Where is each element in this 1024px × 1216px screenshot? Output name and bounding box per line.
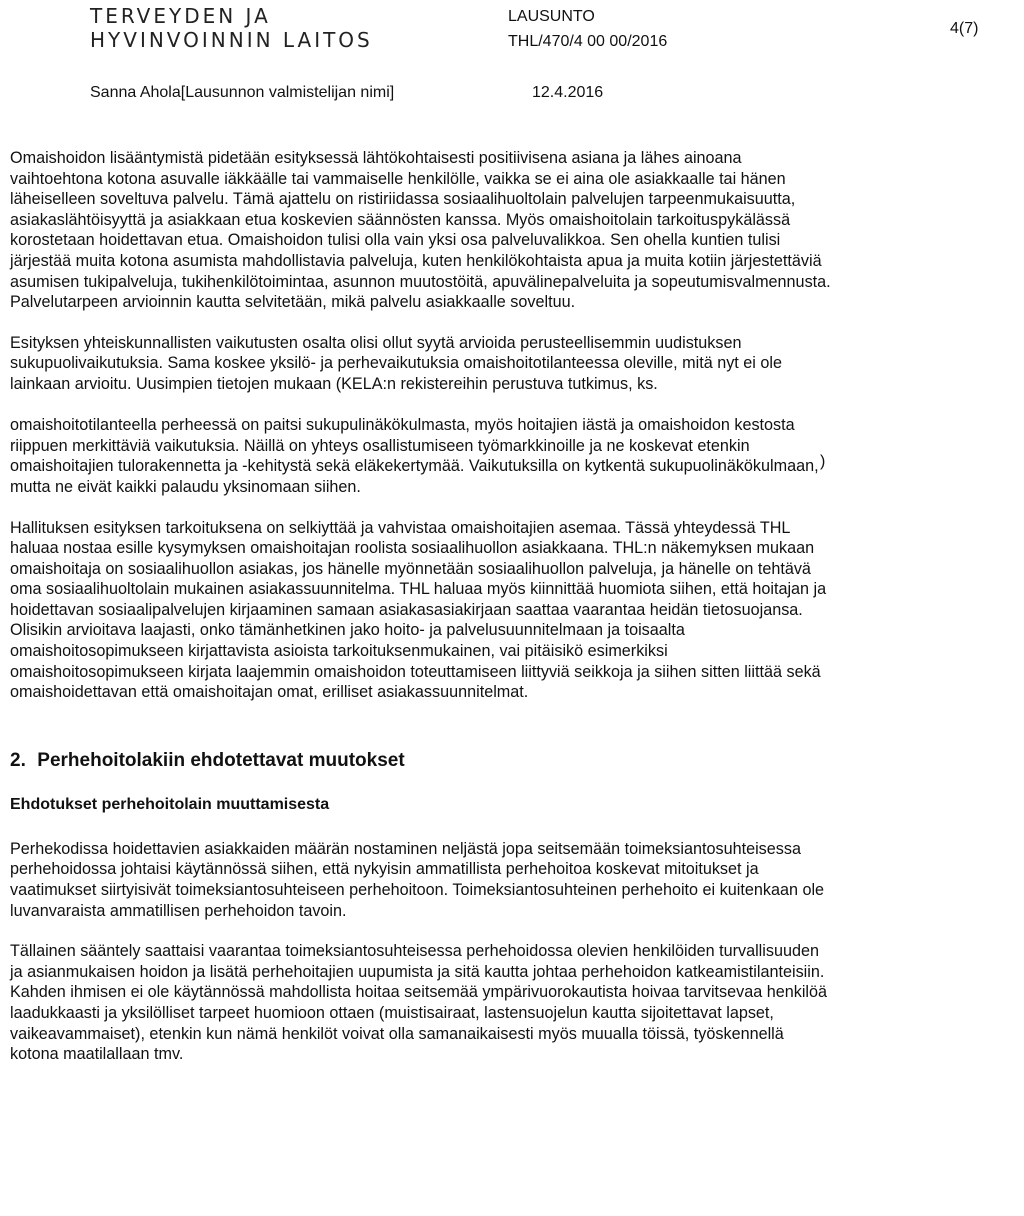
paragraph-2 xyxy=(10,333,1020,498)
text-line: asumisen tukipalveluja, tukihenkilötoimintaa, asunnon muutostöitä, apuvälinepalveluita ja sopeutumisvalmennusta. xyxy=(10,272,831,291)
document-date: 12.4.2016 xyxy=(532,84,604,101)
text-line: sukupuolivaikutuksia. Sama koskee yksilö- ja perhevaikutuksia omaishoitotilanteessa oleville, mitä nyt ei ole xyxy=(10,354,782,373)
organization-name xyxy=(90,4,373,52)
text-line: ja asianmukaisen hoidon ja lisätä perhehoitajien uupumista ja sitä kautta johtaa perhehoidon katkeamistilanteisiin. xyxy=(10,962,825,981)
text-line: hoidettavan sosiaalipalvelujen kirjaaminen samaan asiakasasiakirjaan saattaa vaarantaa heidän tietosuojansa. xyxy=(10,600,803,619)
text-line: omaishoidettavan että omaishoitajan omat, erilliset asiakassuunnitelmat. xyxy=(10,683,529,702)
text-line: läheiselleen soveltuva palvelu. Tämä ajattelu on ristiriidassa sosiaalihuoltolain palvelujen tarpeenmukaisuutta, xyxy=(10,190,796,209)
text-line: vaihtoehtona kotona asuvalle iäkkäälle tai vammaiselle henkilölle, vaikka se ei aina ole asiakkaalle tai hänen xyxy=(10,169,786,188)
text-line: vaikeavammaiset), etenkin kun nämä henkilöt voivat olla samanaikaisesti myös muualla töissä, työskennellä xyxy=(10,1024,784,1043)
text-line: lainkaan arvioitu. Uusimpien tietojen mukaan (KELA:n rekistereihin perustuva tutkimus, ks. xyxy=(10,374,658,393)
text-line: kotona maatilallaan tmv. xyxy=(10,1045,184,1064)
paragraph-3 xyxy=(10,518,1020,703)
text-line: omaishoitaja on sosiaalihuollon asiakas, jos hänelle myönnetään sosiaalihuollon palveluja, ja hänelle on tehtävä xyxy=(10,559,811,578)
text-line: järjestää muita kotona asumista mahdollistavia palveluja, kuten henkilökohtaista apua ja muita kotiin järjestettäviä xyxy=(10,251,822,270)
page-number: 4(7) xyxy=(950,20,979,37)
text-line: perhehoidossa johtaisi käytännössä siihen, että nykyisin ammatillista perhehoitoa koskevat mitoitukset ja xyxy=(10,860,759,879)
text-line: Kahden ihmisen ei ole käytännössä mahdollista hoitaa seitsemää ympärivuorokautista hoivaa tarvitsevaa henkilöä xyxy=(10,983,828,1002)
paragraph-4 xyxy=(10,839,1020,921)
text-line: omaishoitosopimukseen kirjattavista asioista tarkoituksenmukainen, vai pitäisikö esimerkiksi xyxy=(10,642,668,661)
text-line: luvanvaraista ammatillisen perhehoidon tavoin. xyxy=(10,901,347,920)
text-line: Perhekodissa hoidettavien asiakkaiden määrän nostaminen neljästä jopa seitsemään toimeksiantosuhteisessa xyxy=(10,839,801,858)
text-line: Tällainen sääntely saattaisi vaarantaa toimeksiantosuhteisessa perhehoidossa olevien henkilöiden turvallisuuden xyxy=(10,942,819,961)
text-line: Palvelutarpeen arvioinnin kautta selvitetään, mikä palvelu asiakkaalle soveltuu. xyxy=(10,293,576,312)
text-line: mutta ne eivät kaikki palaudu yksinomaan siihen. xyxy=(10,477,361,496)
section-heading xyxy=(10,749,1020,773)
paragraph-5 xyxy=(10,941,1020,1065)
text-line: korostetaan hoidettavan etua. Omaishoidon tulisi olla vain yksi osa palveluvalikkoa. Sen ohella kuntien tulisi xyxy=(10,231,781,250)
text-line: haluaa nostaa esille kysymyksen omaishoitajan roolista sosiaalihuollon asiakkaana. THL:n näkemyksen mukaan xyxy=(10,539,815,558)
text-line: vaatimukset siirtyisivät toimeksiantosuhteiseen perhehoitoon. Toimeksiantosuhteinen perhehoito ei kuitenkaan ole xyxy=(10,881,825,900)
subsection-heading: Ehdotukset perhehoitolain muuttamisesta xyxy=(10,795,330,813)
text-line: Omaishoidon lisääntymistä pidetään esityksessä lähtökohtaisesti positiivisena asiana ja lähes ainoana xyxy=(10,149,742,167)
text-line: Hallituksen esityksen tarkoituksena on selkiyttää ja vahvistaa omaishoitajien asemaa. Tässä yhteydessä THL xyxy=(10,518,791,537)
org-line-2: HYVINVOINNIN LAITOS xyxy=(90,28,373,52)
text-line: Esityksen yhteiskunnallisten vaikutusten osalta olisi ollut syytä arvioida perusteellisemmin uudistuksen xyxy=(10,333,742,352)
text-line: Olisikin arvioitava laajasti, onko tämänhetkinen jako hoito- ja palvelusuunnitelmaan ja toisaalta xyxy=(10,621,685,640)
text-line: omaishoitosopimukseen kirjata laajemmin omaishoidon toteuttamiseen liittyviä seikkoja ja siihen sitten liittää sekä xyxy=(10,662,821,681)
section-number: 2. xyxy=(10,749,26,771)
text-line: omaishoitajien tulorakennetta ja -kehitystä sekä eläkekertymää. Vaikutuksilla on kytkentä sukupuolinäkökulmaan, xyxy=(10,457,819,476)
bracket-mark: ) xyxy=(820,453,826,470)
document-type: LAUSUNTO xyxy=(508,8,595,25)
section-title: Perhehoitolakiin ehdotettavat muutokset xyxy=(37,749,405,771)
document-number: THL/470/4 00 00/2016 xyxy=(508,33,668,50)
text-line: omaishoitotilanteella perheessä on paitsi sukupulinäkökulmasta, myös hoitajien iästä ja omaishoidon kestosta xyxy=(10,416,795,435)
text-line: oma sosiaalihuoltolain mukainen asiakassuunnitelma. THL haluaa myös kiinnittää huomiota siihen, että hoitajan ja xyxy=(10,580,827,599)
text-line: riippuen merkittäviä vaikutuksia. Näillä on yhteys osallistumiseen työmarkkinoille ja ne koskevat etenkin xyxy=(10,436,750,455)
document-body xyxy=(10,148,1020,1065)
text-line: asiakaslähtöisyyttä ja asiakkaan etua koskevien säännösten kanssa. Myös omaishoitolain tarkoituspykälässä xyxy=(10,210,791,229)
paragraph-1 xyxy=(10,148,1020,313)
author: Sanna Ahola[Lausunnon valmistelijan nimi] xyxy=(90,84,395,101)
text-line xyxy=(10,395,1020,416)
org-line-1: TERVEYDEN JA xyxy=(90,4,271,28)
text-line: laadukkaasti ja yksilölliset tarpeet huomioon ottaen (muistisairaat, lastensuojelun kautta sijoitettavat lapset, xyxy=(10,1004,774,1022)
